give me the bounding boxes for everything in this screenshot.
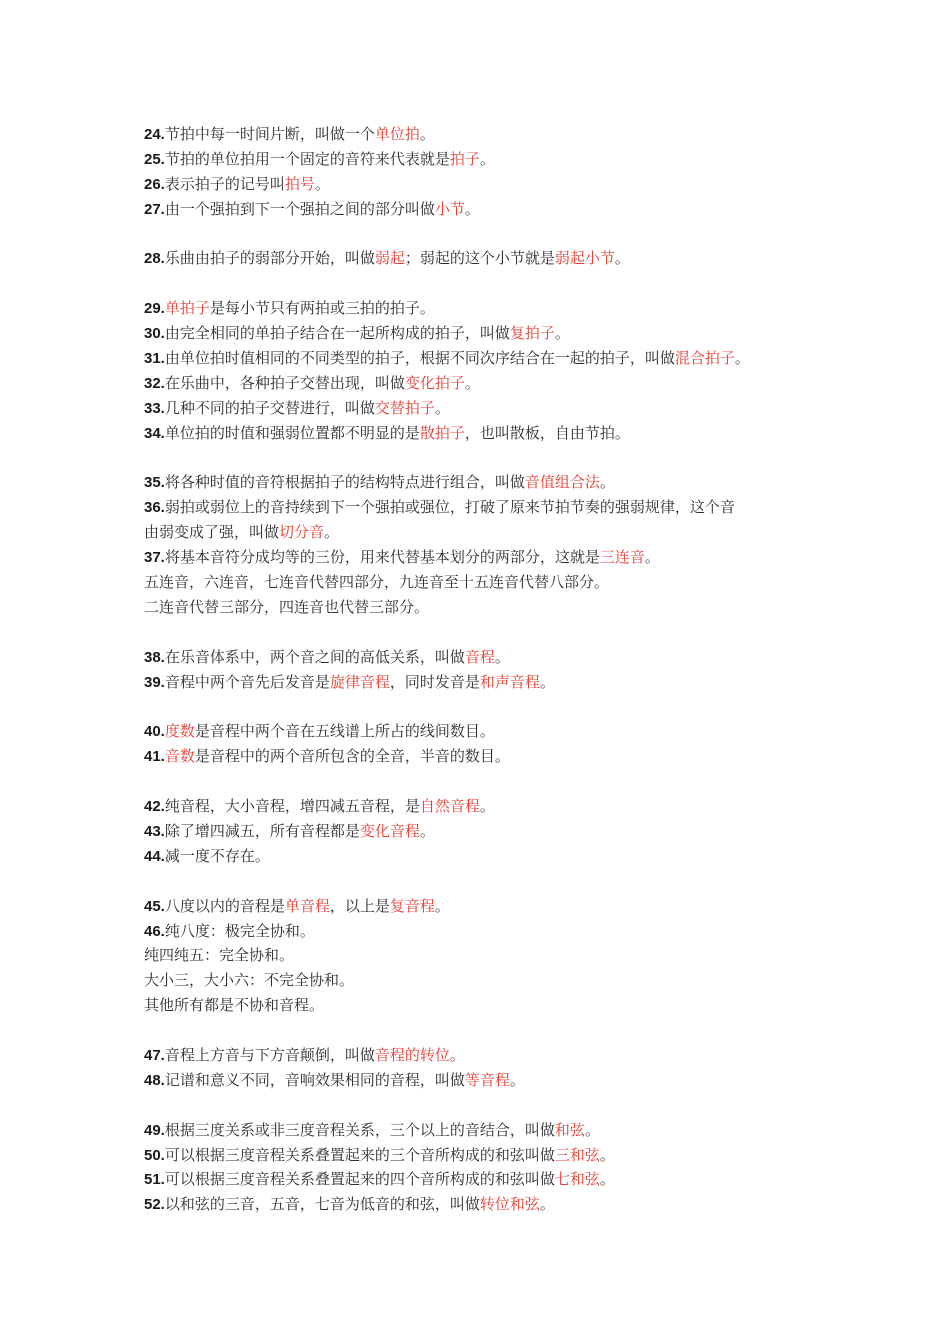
numbered-item (144, 1143, 844, 1168)
item-text: 纯八度：极完全协和。 (164, 921, 315, 940)
item-number: 37. (144, 549, 165, 567)
item-number: 50. (144, 1146, 165, 1164)
item-text: 大小三，大小六：不完全协和。 (144, 971, 355, 990)
item-text: ，以上是 (329, 896, 390, 915)
item-text: 单位拍的时值和强弱位置都不明显的是 (164, 423, 420, 442)
item-number: 31. (144, 350, 165, 368)
numbered-item (144, 545, 844, 570)
item-number: 52. (144, 1196, 165, 1214)
highlighted-term: 自然音程 (419, 797, 480, 816)
item-text: 。 (314, 174, 330, 193)
item-text: 。 (644, 548, 660, 567)
highlighted-term: 散拍子 (419, 423, 465, 442)
numbered-item (144, 794, 844, 819)
item-text: 。 (464, 199, 480, 218)
highlighted-term: 变化拍子 (404, 373, 465, 392)
numbered-item (144, 1167, 844, 1192)
item-text: 。 (734, 349, 750, 368)
item-text: 音程上方音与下方音颠倒，叫做 (164, 1045, 375, 1064)
item-text: 。 (434, 896, 450, 915)
item-text: 在乐曲中，各种拍子交替出现，叫做 (164, 373, 405, 392)
highlighted-term: 拍子 (449, 149, 480, 168)
paragraph-gap (144, 694, 844, 719)
item-text: 将基本音符分成均等的三份，用来代替基本划分的两部分，这就是 (164, 548, 600, 567)
item-number: 25. (144, 150, 165, 168)
item-text: ，同时发音是 (389, 672, 480, 691)
item-number: 32. (144, 374, 165, 392)
item-text: 乐曲由拍子的弱部分开始，叫做 (164, 249, 375, 268)
highlighted-term: 音数 (164, 747, 195, 766)
highlighted-term: 单音程 (284, 896, 330, 915)
item-number: 45. (144, 897, 165, 915)
document-body (144, 122, 844, 1217)
item-text: ，也叫散板，自由节拍。 (464, 423, 630, 442)
highlighted-term: 复音程 (389, 896, 435, 915)
item-text: 除了增四减五，所有音程都是 (164, 821, 360, 840)
numbered-item (144, 197, 844, 222)
item-text: 是每小节只有两拍或三拍的拍子。 (209, 299, 435, 318)
item-number: 28. (144, 250, 165, 268)
item-text: 。 (479, 149, 495, 168)
item-number: 24. (144, 126, 165, 143)
highlighted-term: 切分音 (279, 523, 325, 542)
item-text: 可以根据三度音程关系叠置起来的四个音所构成的和弦叫做 (164, 1170, 555, 1189)
numbered-item (144, 670, 844, 695)
numbered-item (144, 1068, 844, 1093)
item-text: 。 (614, 249, 630, 268)
highlighted-term: 度数 (164, 722, 195, 741)
item-text: 可以根据三度音程关系叠置起来的三个音所构成的和弦叫做 (164, 1145, 555, 1164)
item-text: 弱拍或弱位上的音持续到下一个强拍或强位，打破了原来节拍节奏的强弱规律，这个音 (164, 498, 735, 517)
paragraph-gap (144, 1093, 844, 1118)
numbered-item (144, 744, 844, 769)
highlighted-term: 复拍子 (509, 324, 555, 343)
item-text: 。 (599, 1170, 615, 1189)
item-number: 42. (144, 798, 165, 816)
item-text: 。 (434, 398, 450, 417)
item-text: 将各种时值的音符根据拍子的结构特点进行组合，叫做 (164, 473, 525, 492)
numbered-item (144, 371, 844, 396)
item-text: 由完全相同的单拍子结合在一起所构成的拍子，叫做 (164, 324, 510, 343)
item-text: 。 (479, 797, 495, 816)
highlighted-term: 音值组合法 (524, 473, 600, 492)
continuation-line (144, 968, 844, 993)
highlighted-term: 单位拍 (374, 125, 420, 143)
highlighted-term: 三连音 (599, 548, 645, 567)
item-number: 39. (144, 673, 165, 691)
paragraph-gap (144, 769, 844, 794)
item-number: 38. (144, 648, 165, 666)
item-text: 。 (584, 1120, 600, 1139)
paragraph-gap (144, 1018, 844, 1043)
item-text: 八度以内的音程是 (164, 896, 285, 915)
numbered-item (144, 346, 844, 371)
item-text: 。 (419, 125, 435, 143)
highlighted-term: 三和弦 (554, 1145, 600, 1164)
item-number: 43. (144, 822, 165, 840)
item-text: 。 (539, 1195, 555, 1214)
item-number: 29. (144, 300, 165, 318)
highlighted-term: 小节 (434, 199, 465, 218)
numbered-item (144, 1192, 844, 1217)
item-number: 26. (144, 175, 165, 193)
numbered-item (144, 819, 844, 844)
item-text: ；弱起的这个小节就是 (404, 249, 555, 268)
item-text: 由弱变成了强，叫做 (144, 523, 280, 542)
item-text: 以和弦的三音，五音，七音为低音的和弦，叫做 (164, 1195, 480, 1214)
item-number: 48. (144, 1071, 165, 1089)
item-text: 。 (599, 473, 615, 492)
item-text: 节拍的单位拍用一个固定的音符来代表就是 (164, 149, 450, 168)
item-text: 。 (509, 1070, 525, 1089)
numbered-item (144, 1043, 844, 1068)
highlighted-term: 和弦 (554, 1120, 585, 1139)
numbered-item (144, 172, 844, 197)
item-text: 。 (494, 647, 510, 666)
numbered-item (144, 122, 844, 147)
paragraph-gap (144, 222, 844, 247)
numbered-item (144, 321, 844, 346)
item-text: 五连音，六连音，七连音代替四部分，九连音至十五连音代替八部分。 (144, 573, 610, 592)
highlighted-term: 变化音程 (359, 821, 420, 840)
highlighted-term: 混合拍子 (674, 349, 735, 368)
continuation-line (144, 595, 844, 620)
paragraph-gap (144, 620, 844, 645)
highlighted-term: 交替拍子 (374, 398, 435, 417)
highlighted-term: 音程的转位 (374, 1045, 450, 1064)
highlighted-term: 七和弦 (554, 1170, 600, 1189)
numbered-item (144, 1118, 844, 1143)
item-number: 51. (144, 1171, 165, 1189)
continuation-line (144, 570, 844, 595)
continuation-line (144, 943, 844, 968)
numbered-item (144, 894, 844, 919)
numbered-item (144, 844, 844, 869)
highlighted-term: 单拍子 (164, 299, 210, 318)
highlighted-term: 和声音程 (479, 672, 540, 691)
highlighted-term: 音程 (464, 647, 495, 666)
item-number: 46. (144, 922, 165, 940)
item-text: 纯四纯五：完全协和。 (144, 946, 295, 965)
numbered-item (144, 470, 844, 495)
paragraph-gap (144, 869, 844, 894)
highlighted-term: 弱起 (374, 249, 405, 268)
paragraph-gap (144, 446, 844, 471)
item-number: 44. (144, 847, 165, 865)
item-text: 根据三度关系或非三度音程关系，三个以上的音结合，叫做 (164, 1120, 555, 1139)
item-text: 记谱和意义不同，音响效果相同的音程，叫做 (164, 1070, 465, 1089)
item-number: 49. (144, 1121, 165, 1139)
item-text: 是音程中两个音在五线谱上所占的线间数目。 (194, 722, 495, 741)
item-text: 由单位拍时值相同的不同类型的拍子，根据不同次序结合在一起的拍子，叫做 (164, 349, 675, 368)
item-text: 。 (419, 821, 435, 840)
item-text: 音程中两个音先后发音是 (164, 672, 330, 691)
numbered-item (144, 719, 844, 744)
item-text: 其他所有都是不协和音程。 (144, 996, 325, 1015)
item-text: 纯音程，大小音程，增四减五音程，是 (164, 797, 420, 816)
highlighted-term: 等音程 (464, 1070, 510, 1089)
item-text: 减一度不存在。 (164, 846, 270, 865)
item-text: 几种不同的拍子交替进行，叫做 (164, 398, 375, 417)
item-number: 47. (144, 1046, 165, 1064)
item-number: 35. (144, 474, 165, 492)
item-number: 27. (144, 200, 165, 218)
numbered-item (144, 421, 844, 446)
item-text: 。 (539, 672, 555, 691)
numbered-item (144, 296, 844, 321)
highlighted-term: 拍号 (284, 174, 315, 193)
item-number: 36. (144, 499, 165, 517)
item-text: 。 (324, 523, 340, 542)
numbered-item (144, 396, 844, 421)
continuation-line (144, 993, 844, 1018)
numbered-item (144, 246, 844, 271)
item-text: 在乐音体系中，两个音之间的高低关系，叫做 (164, 647, 465, 666)
item-text: 。 (554, 324, 570, 343)
item-text: 节拍中每一时间片断，叫做一个 (164, 125, 375, 143)
item-number: 33. (144, 399, 165, 417)
item-number: 41. (144, 748, 165, 766)
item-text: 由一个强拍到下一个强拍之间的部分叫做 (164, 199, 435, 218)
item-number: 34. (144, 424, 165, 442)
continuation-line (144, 520, 844, 545)
item-text: 。 (464, 373, 480, 392)
highlighted-term: 旋律音程 (329, 672, 390, 691)
numbered-item (144, 919, 844, 944)
numbered-item (144, 645, 844, 670)
item-number: 40. (144, 723, 165, 741)
item-text: 二连音代替三部分，四连音也代替三部分。 (144, 597, 430, 616)
item-text: 表示拍子的记号叫 (164, 174, 285, 193)
highlighted-term: 弱起小节 (554, 249, 615, 268)
item-text: 。 (449, 1045, 465, 1064)
item-number: 30. (144, 325, 165, 343)
numbered-item (144, 147, 844, 172)
paragraph-gap (144, 271, 844, 296)
item-text: 。 (599, 1145, 615, 1164)
item-text: 是音程中的两个音所包含的全音，半音的数目。 (194, 747, 510, 766)
numbered-item (144, 495, 844, 520)
highlighted-term: 转位和弦 (479, 1195, 540, 1214)
